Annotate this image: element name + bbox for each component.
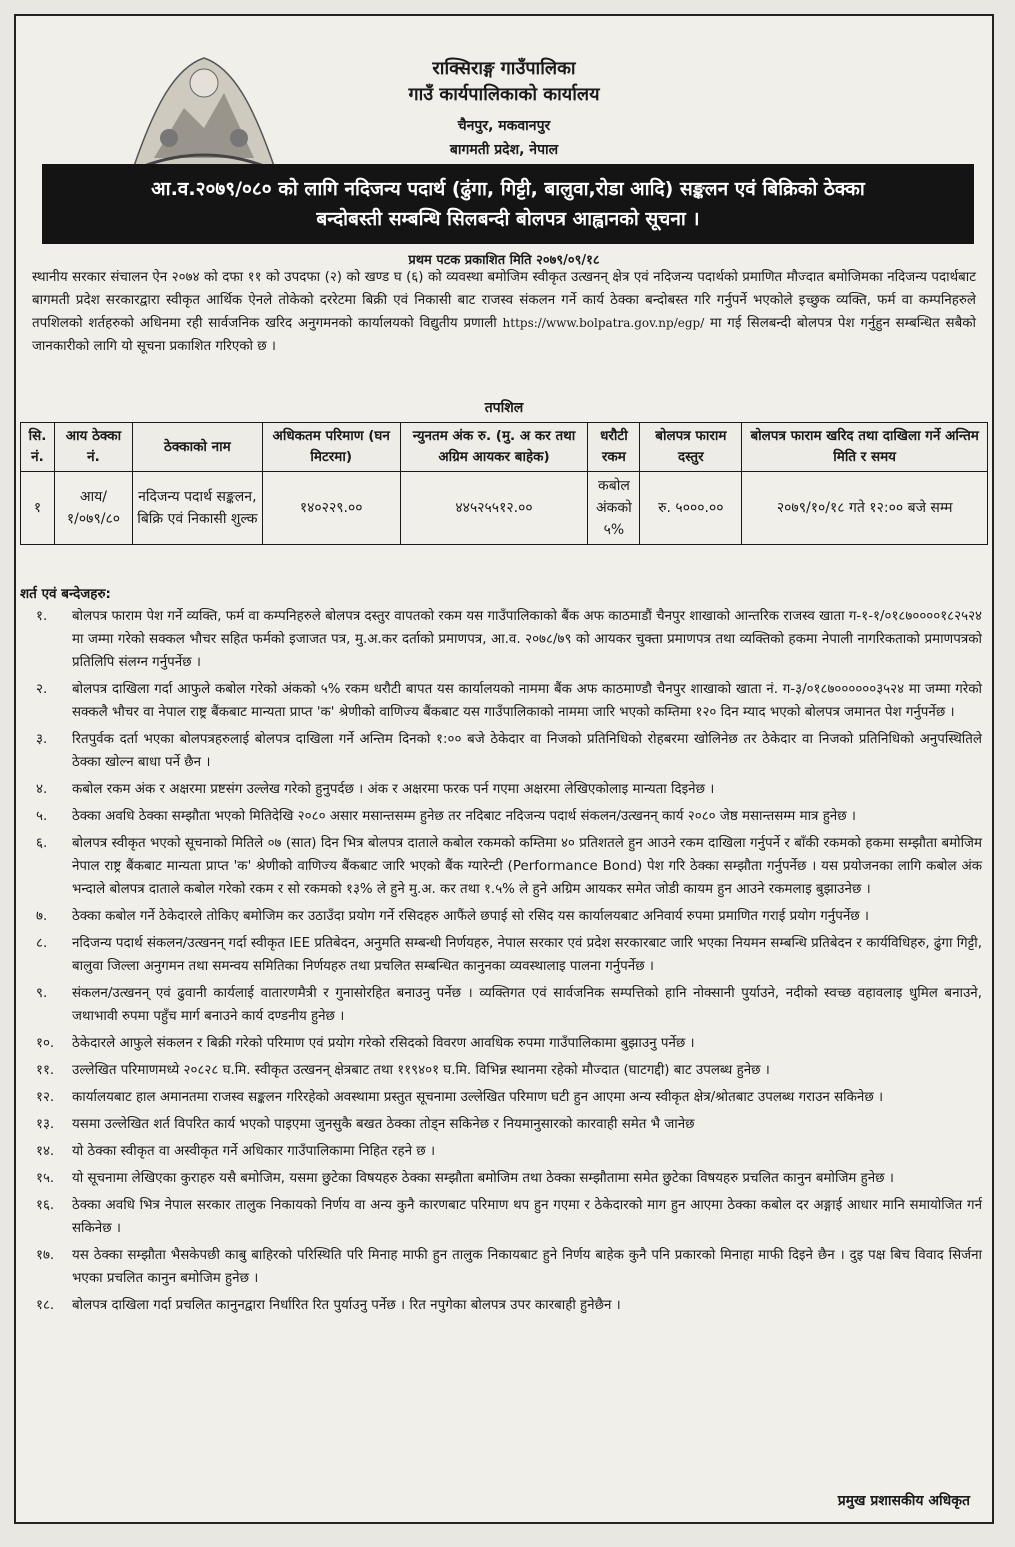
cell-sn: १ [21, 472, 55, 545]
term-text: ठेक्का कबोल गर्ने ठेकेदारले तोकिए बमोजिम कर उठाउँदा प्रयोग गर्ने रसिदहरु आफैंले छपाई सो रसिद यस कार्यालयबाट अनिवार्य रुपमा प्रमाणित गराई प्रयोग गर्नुपर्नेछ । [72, 909, 869, 924]
term-item [20, 1194, 982, 1240]
term-number: ६. [36, 836, 48, 851]
table-header: न्युनतम अंक रु. (मु. अ कर तथा अग्रिम आयकर बाहेक) [400, 423, 588, 472]
table-header-row [21, 423, 988, 472]
table-header: धरौटी रकम [588, 423, 640, 472]
cell-deadline: २०७९/१०/१८ गते १२:०० बजे सम्म [742, 472, 988, 545]
cell-max-quantity: १४०२२९.०० [262, 472, 400, 545]
intro-text-1: स्थानीय सरकार संचालन ऐन २०७४ को दफा ११ को उपदफा (२) को खण्ड घ (६) को व्यवस्था बमोजिम स्वीकृत उत्खनन् क्षेत्र एवं नदिजन्य पदार्थको प्रमाणित मौज्दात बमोजिमका नदिजन्य पदार्थबाट बागमती प्रदेश सरकारद्वारा स्वीकृत आर्थिक ऐनले तोकेको दररेटमा बिक्री एवं निकासी बाट राजस्व संकलन गर्ने कार्य ठेक्का बन्दोबस्त गरि गर्नुपर्ने भएकोले इच्छुक व्यक्ति, फर्म वा कम्पनिहरुले तपशिलको शर्तहरुको अधिनमा रही सार्वजनिक खरिद अनुगमनको कार्यालयको विद्युतीय प्रणाली [32, 270, 977, 331]
term-item [20, 1294, 982, 1317]
table-header: सि. नं. [21, 423, 55, 472]
term-text: ठेक्का अवधि भित्र नेपाल सरकार तालुक निकायको निर्णय वा अन्य कुनै कारणबाट परिमाण थप हुन गएमा र ठेकेदारको माग हुन आएमा ठेक्का कबोल दर अङ्गाई आधार मानि समायोजित गर्न सकिनेछ । [72, 1198, 982, 1236]
term-text: बोलपत्र स्वीकृत भएको सूचनाको मितिले ०७ (सात) दिन भित्र बोलपत्र दाताले कबोल रकमको कम्तिमा ४० प्रतिशतले हुन आउने रकम दाखिला गर्नुपर्ने र बाँकी रकमको हकमा सम्झौता बमोजिम नेपाल राष्ट्र बैंकबाट मान्यता प्राप्त 'क' श्रेणीको वाणिज्य बैंकबाट जारि भएको बैंक ग्यारेन्टी (Performance Bond) पेश गरि ठेक्का सम्झौता गर्नुपर्नेछ । यस प्रयोजनका लागि कबोल अंक भन्दाले बोलपत्र दाताले कबोल गरेको रकम र सो रकमको १३% ले हुने मु.अ. कर तथा १.५% ले हुने अग्रिम आयकर समेत जोडी कायम हुन आउने रकमलाइ बुझाउनेछ । [72, 836, 982, 897]
notice-title-line-1: आ.व.२०७९/०८० को लागि नदिजन्य पदार्थ (ढुंगा, गिट्टी, बालुवा,रोडा आदि) सङ्कलन एवं बिक्रिको ठेक्का [151, 178, 865, 200]
term-text: उल्लेखित परिमाणमध्ये २०८२८ घ.मि. स्वीकृत उत्खनन् क्षेत्रबाट तथा ११९४०१ घ.मि. विभिन्न स्थानमा रहेको मौज्दात (घाटगद्दी) बाट उपलब्ध हुनेछ । [72, 1063, 770, 1078]
term-number: २. [36, 682, 48, 697]
municipality-name: राक्सिराङ्ग गाउँपालिका [432, 58, 576, 79]
table-header: ठेक्काको नाम [132, 423, 262, 472]
intro-paragraph [32, 266, 976, 358]
schedule-title: तपशिल [484, 400, 524, 416]
term-number: १३. [36, 1117, 55, 1132]
cell-deposit: कबोल अंकको ५% [588, 472, 640, 545]
term-item [20, 1086, 982, 1109]
term-item [20, 605, 982, 674]
term-number: ४. [36, 782, 48, 797]
term-item [20, 778, 982, 801]
notice-title-banner [42, 164, 974, 244]
term-item [20, 905, 982, 928]
term-number: ११. [36, 1063, 55, 1078]
term-number: १. [36, 609, 48, 624]
office-name: गाउँ कार्यपालिकाको कार्यालय [408, 84, 600, 105]
notice-title-line-2: बन्दोबस्ती सम्बन्धि सिलबन्दी बोलपत्र आह्वानको सूचना । [316, 208, 700, 230]
cell-form-fee: रु. ५०००.०० [640, 472, 742, 545]
term-text: यो सूचनामा लेखिएका कुराहरु यसै बमोजिम, यसमा छुटेका विषयहरु ठेक्का सम्झौता बमोजिम तथा ठेक्का सम्झौतामा समेत छुटेका विषयहरु प्रचलित कानुन बमोजिम हुनेछ । [72, 1171, 894, 1186]
schedule-table [20, 422, 988, 545]
term-text: बोलपत्र दाखिला गर्दा प्रचलित कानुनद्वारा निर्धारित रित पुर्याउनु पर्नेछ । रित नपुगेका बोलपत्र उपर कारबाही हुनेछैन । [72, 1298, 621, 1313]
term-item [20, 1140, 982, 1163]
term-number: १४. [36, 1144, 55, 1159]
term-text: नदिजन्य पदार्थ संकलन/उत्खनन् गर्दा स्वीकृत IEE प्रतिबेदन, अनुमति सम्बन्धी निर्णयहरु, नेपाल सरकार एवं प्रदेश सरकारबाट जारि भएका नियमन सम्बन्धि प्रतिबेदन र कार्यविधिहरु, ढुंगा गिट्टी, बालुवा जिल्ला अनुगमन तथा समन्वय समितिका निर्णयहरु तथा प्रचलित सम्बन्धित कानुनका व्यवस्थालाइ पालना गर्नुपर्नेछ । [72, 936, 982, 974]
term-text: कबोल रकम अंक र अक्षरमा प्रष्टसंग उल्लेख गरेको हुनुपर्दछ । अंक र अक्षरमा फरक पर्न गएमा अक्षरमा लेखिएकोलाइ मान्यता दिइनेछ । [72, 782, 715, 797]
terms-list [20, 605, 982, 1321]
term-text: ठेक्का अवधि ठेक्का सम्झौता भएको मितिदेखि २०८० असार मसान्तसम्म हुनेछ तर नदिबाट नदिजन्य पदार्थ संकलन/उत्खनन् कार्य २०८० जेष्ठ मसान्तसम्म मात्र हुनेछ । [72, 809, 856, 824]
term-item [20, 932, 982, 978]
cell-contract-no: आय/१/०७९/८० [54, 472, 132, 545]
term-number: १७. [36, 1248, 55, 1263]
term-text: कार्यालयबाट हाल अमानतमा राजस्व सङ्कलन गरिरहेको अवस्थामा प्रस्तुत सूचनामा उल्लेखित परिमाण घटी हुन आएमा अन्य स्वीकृत क्षेत्र/श्रोतबाट उपलब्ध गराउन सकिनेछ । [72, 1090, 884, 1105]
term-text: ठेकेदारले आफुले संकलन र बिक्री गरेको परिमाण एवं प्रयोग गरेको रसिदको विवरण आवधिक रुपमा गाउँपालिकामा बुझाउनु पर्नेछ । [72, 1036, 695, 1051]
cell-min-amount: ४४५२५५१२.०० [400, 472, 588, 545]
cell-contract-name: नदिजन्य पदार्थ सङ्कलन, बिक्रि एवं निकासी शुल्क [132, 472, 262, 545]
term-text: रितपुर्वक दर्ता भएका बोलपत्रहरुलाई बोलपत्र दाखिला गर्ने अन्तिम दिनको १:०० बजे ठेकेदार वा निजको प्रतिनिधिको रोहबरमा खोलिनेछ तर ठेकेदार वा निजको प्रतिनिधिको अनुपस्थितिले ठेक्का खोल्न बाधा पर्ने छैन । [72, 732, 982, 770]
term-number: ८. [36, 936, 48, 951]
term-number: १०. [36, 1036, 55, 1051]
term-number: १८. [36, 1298, 55, 1313]
term-item [20, 1059, 982, 1082]
term-item [20, 728, 982, 774]
table-header: बोलपत्र फाराम दस्तुर [640, 423, 742, 472]
terms-title: शर्त एवं बन्देजहरु: [20, 586, 111, 602]
term-text: यस ठेक्का सम्झौता भैसकेपछी काबु बाहिरको परिस्थिति परि मिनाह माफी हुन तालुक निकायबाट हुने निर्णय बाहेक कुनै पनि प्रकारको मिनाहा माफी दिइने छैन । दुइ पक्ष बिच विवाद सिर्जना भएका प्रचलित कानुन बमोजिम हुनेछ । [72, 1248, 982, 1286]
term-text: यो ठेक्का स्वीकृत वा अस्वीकृत गर्ने अधिकार गाउँपालिकामा निहित रहने छ । [72, 1144, 436, 1159]
term-item [20, 1032, 982, 1055]
term-text: बोलपत्र दाखिला गर्दा आफुले कबोल गरेको अंकको ५% रकम धरौटी बापत यस कार्यालयको नाममा बैंक अफ काठमाण्डौ चैनपुर शाखाको खाता नं. ग-३/०१८७००००००३५२४ मा जम्मा गरेको सक्कलै भौचर वा नेपाल राष्ट्र बैंकबाट मान्यता प्राप्त 'क' श्रेणीको वाणिज्य बैंकबाट यस गाउँपालिकाको नाममा जारि भएको कम्तिमा १२० दिन म्याद भएको बोलपत्र जमानत पेश गर्नुपर्नेछ । [72, 682, 982, 720]
term-item [20, 1113, 982, 1136]
term-number: ७. [36, 909, 48, 924]
term-item [20, 982, 982, 1028]
term-item [20, 1244, 982, 1290]
term-number: ३. [36, 732, 48, 747]
term-item [20, 832, 982, 901]
term-number: ५. [36, 809, 48, 824]
term-number: १२. [36, 1090, 55, 1105]
term-number: १६. [36, 1198, 55, 1213]
term-text: यसमा उल्लेखित शर्त विपरित कार्य भएको पाइएमा जुनसुकै बखत ठेक्का तोड्न सकिनेछ र नियमानुसारको कारवाही समेत भै जानेछ [72, 1117, 695, 1132]
publication-date: प्रथम पटक प्रकाशित मिति २०७९/०९/१८ [408, 253, 600, 268]
table-row [21, 472, 988, 545]
term-number: १५. [36, 1171, 55, 1186]
term-text: बोलपत्र फाराम पेश गर्ने व्यक्ति, फर्म वा कम्पनिहरुले बोलपत्र दस्तुर वापतको रकम यस गाउँपालिकाको बैंक अफ काठमाडौं चैनपुर शाखाको आन्तरिक राजस्व खाता ग-१-१/०१८७००००१८२५२४ मा जम्मा गरेको सक्कल भौचर सहित फर्मको इजाजत पत्र, मु.अ.कर दर्ताको प्रमाणपत्र, आ.व. २०७८/७९ को आयकर चुक्ता प्रमाणपत्र तथा व्यक्तिको हकमा नेपाली नागरिकताको प्रमाणपत्रको प्रतिलिपि संलग्न गर्नुपर्नेछ । [72, 609, 982, 670]
bolpatra-url: https://www.bolpatra.gov.np/egp/ [502, 316, 705, 330]
table-header: आय ठेक्का नं. [54, 423, 132, 472]
term-number: ९. [36, 986, 48, 1001]
term-item [20, 678, 982, 724]
intro-text-2: मा गई सिलबन्दी बोलपत्र पेश गर्नुहुन सम्बन्धित सबैको जानकारीको लागि यो सूचना प्रकाशित गरिएको छ । [32, 316, 976, 354]
term-text: संकलन/उत्खनन् एवं ढुवानी कार्यलाई वातारणमैत्री र गुनासोरहित बनाउनु पर्नेछ । व्यक्तिगत एवं सार्वजनिक सम्पत्तिको हानि नोक्सानी पुर्याउने, नदीको स्वच्छ वहावलाइ धुमिल बनाउने, जथाभावी रुपमा पहुँच मार्ग बनाउने कार्य दण्डनीय हुनेछ । [72, 986, 982, 1024]
notice-page [14, 14, 994, 1524]
office-province: बागमती प्रदेश, नेपाल [449, 142, 559, 158]
office-location: चैनपुर, मकवानपुर [457, 118, 551, 134]
table-header: अधिकतम परिमाण (घन मिटरमा) [262, 423, 400, 472]
signature-title: प्रमुख प्रशासकीय अधिकृत [837, 1493, 970, 1509]
term-item [20, 805, 982, 828]
table-header: बोलपत्र फाराम खरिद तथा दाखिला गर्ने अन्तिम मिति र समय [742, 423, 988, 472]
term-item [20, 1167, 982, 1190]
